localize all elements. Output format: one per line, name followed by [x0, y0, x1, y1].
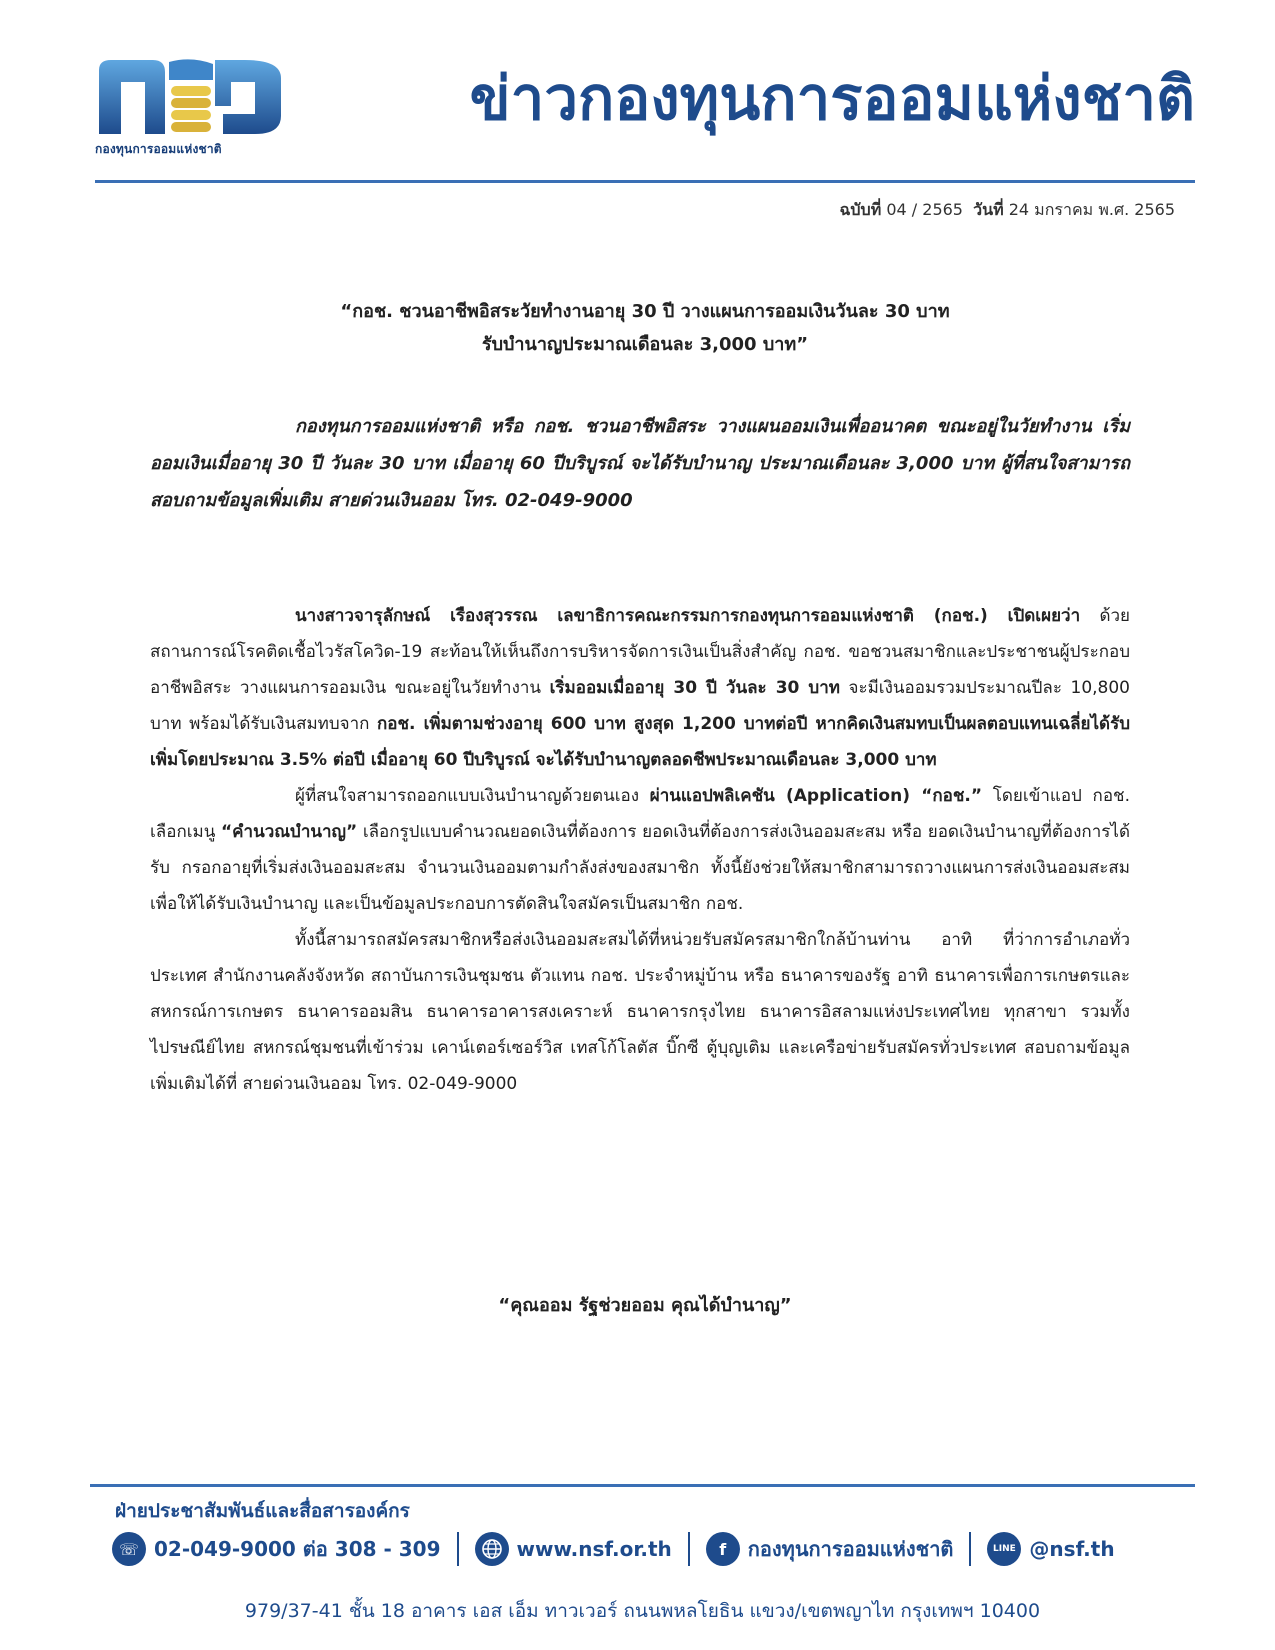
paragraph-2-text-3: เลือกรูปแบบคำนวณยอดเงินที่ต้องการ ยอดเงินที่ต้องการส่งเงินออมสะสม หรือ ยอดเงินบำนาญที่ต้องการได้รับ กรอกอายุที่เริ่มส่งเงินออมสะสม จำนวนเงินออมตามกำลังส่งของสมาชิก ทั้งนี้ยังช่วยให้สมาชิกสามารถวางแผนการส่งเงินออมสะสมเพื่อให้ได้รับเงินบำนาญ และเป็นข้อมูลประกอบการตัดสินใจสมัครเป็นสมาชิก กอช. — [150, 822, 1130, 914]
globe-icon — [475, 1532, 509, 1566]
slogan: “คุณออม รัฐช่วยออม คุณได้บำนาญ” — [498, 1295, 792, 1316]
contact-separator — [688, 1532, 690, 1566]
line-icon: LINE — [987, 1532, 1021, 1566]
paragraph-1-bold-2: เริ่มออมเมื่ออายุ 30 ปี วันละ 30 บาท — [549, 678, 840, 698]
headline-line-1: “กอช. ชวนอาชีพอิสระวัยทำงานอายุ 30 ปี วางแผนการออมเงินวันละ 30 บาท — [340, 301, 950, 322]
date-label: วันที่ — [973, 200, 1004, 219]
masthead-title: ข่าวกองทุนการออมแห่งชาติ — [469, 64, 1195, 134]
headline — [150, 295, 1140, 361]
paragraph-1-text-2: จะมีเงินออมรวมประมาณปีละ 10,800 บาท พร้อมได้รับเงินสมทบจาก — [150, 678, 1130, 734]
contact-facebook[interactable] — [706, 1532, 954, 1566]
paragraph-2-bold-1: ผ่านแอปพลิเคชัน (Application) “กอช.” — [649, 786, 983, 806]
office-address: 979/37-41 ชั้น 18 อาคาร เอส เอ็ม ทาวเวอร์ ถนนพหลโยธิน แขวง/เขตพญาไท กรุงเทพฯ 10400 — [244, 1600, 1041, 1622]
paragraph-2 — [150, 778, 1130, 922]
article-body — [150, 598, 1130, 1102]
headline-line-2: รับบำนาญประมาณเดือนละ 3,000 บาท” — [481, 334, 809, 355]
contact-separator — [457, 1532, 459, 1566]
logo-caption: กองทุนการออมแห่งชาติ — [95, 142, 222, 156]
nsf-logo — [95, 58, 285, 158]
contact-phone[interactable] — [112, 1532, 441, 1566]
lead-text: กองทุนการออมแห่งชาติ หรือ กอช. ชวนอาชีพอิสระ วางแผนออมเงินเพื่ออนาคต ขณะอยู่ในวัยทำงาน เริ่มออมเงินเมื่ออายุ 30 ปี วันละ 30 บาท เมื่ออายุ 60 ปีบริบูรณ์ จะได้รับบำนาญ ประมาณเดือนละ 3,000 บาท ผู้ที่สนใจสามารถสอบถามข้อมูลเพิ่มเติม สายด่วนเงินออม โทร. 02-049-9000 — [150, 416, 1130, 511]
contact-line[interactable] — [987, 1532, 1114, 1566]
line-id: @nsf.th — [1029, 1537, 1115, 1561]
department-name: ฝ่ายประชาสัมพันธ์และสื่อสารองค์กร — [115, 1500, 410, 1522]
facebook-icon: f — [706, 1532, 740, 1566]
issue-line — [839, 198, 1175, 223]
paragraph-3: ทั้งนี้สามารถสมัครสมาชิกหรือส่งเงินออมสะสมได้ที่หน่วยรับสมัครสมาชิกใกล้บ้านท่าน อาทิ ที่ว่าการอำเภอทั่วประเทศ สำนักงานคลังจังหวัด สถาบันการเงินชุมชน ตัวแทน กอช. ประจำหมู่บ้าน หรือ ธนาคารของรัฐ อาทิ ธนาคารเพื่อการเกษตรและสหกรณ์การเกษตร ธนาคารออมสิน ธนาคารอาคารสงเคราะห์ ธนาคารกรุงไทย ธนาคารอิสลามแห่งประเทศไทย ทุกสาขา รวมทั้งไปรษณีย์ไทย สหกรณ์ชุมชนที่เข้าร่วม เคาน์เตอร์เซอร์วิส เทสโก้โลตัส บิ๊กซี ตู้บุญเติม และเครือข่ายรับสมัครทั่วประเทศ สอบถามข้อมูลเพิ่มเติมได้ที่ สายด่วนเงินออม โทร. 02-049-9000 — [150, 930, 1130, 1094]
paragraph-1-bold-1: นางสาวจารุลักษณ์ เรืองสุวรรณ เลขาธิการคณะกรรมการกองทุนการออมแห่งชาติ (กอช.) เปิดเผยว่า — [295, 606, 1081, 626]
contact-bar — [112, 1527, 1202, 1571]
lead-paragraph — [150, 408, 1130, 519]
logo-mark — [95, 58, 285, 138]
contact-website[interactable] — [475, 1532, 672, 1566]
header-divider — [95, 180, 1195, 183]
website-url: www.nsf.or.th — [516, 1537, 672, 1561]
paragraph-1-text-1: ด้วยสถานการณ์โรคติดเชื้อไวรัสโควิด-19 สะท้อนให้เห็นถึงการบริหารจัดการเงินเป็นสิ่งสำคัญ กอช. ขอชวนสมาชิกและประชาชนผู้ประกอบอาชีพอิสระ วางแผนการออมเงิน ขณะอยู่ในวัยทำงาน — [150, 606, 1131, 698]
paragraph-2-bold-2: “คำนวณบำนาญ” — [221, 822, 358, 842]
paragraph-1 — [150, 598, 1130, 778]
paragraph-2-text-2: โดยเข้าแอป กอช. เลือกเมนู — [150, 786, 1130, 842]
coin-stack-icon — [171, 86, 211, 96]
facebook-name: กองทุนการออมแห่งชาติ — [747, 1537, 954, 1561]
issue-label: ฉบับที่ — [839, 200, 882, 219]
phone-icon: ☏ — [112, 1532, 146, 1566]
footer-divider — [90, 1484, 1195, 1487]
paragraph-2-text-1: ผู้ที่สนใจสามารถออกแบบเงินบำนาญด้วยตนเอง — [295, 786, 650, 806]
paragraph-1-bold-3: กอช. เพิ่มตามช่วงอายุ 600 บาท สูงสุด 1,200 บาทต่อปี หากคิดเงินสมทบเป็นผลตอบแทนเฉลี่ยได้รับเพิ่มโดยประมาณ 3.5% ต่อปี เมื่ออายุ 60 ปีบริบูรณ์ จะได้รับบำนาญตลอดชีพประมาณเดือนละ 3,000 บาท — [150, 714, 1130, 770]
phone-number: 02-049-9000 ต่อ 308 - 309 — [154, 1537, 441, 1561]
issue-number: 04 / 2565 — [886, 200, 963, 219]
contact-separator — [969, 1532, 971, 1566]
issue-date: 24 มกราคม พ.ศ. 2565 — [1008, 200, 1175, 219]
